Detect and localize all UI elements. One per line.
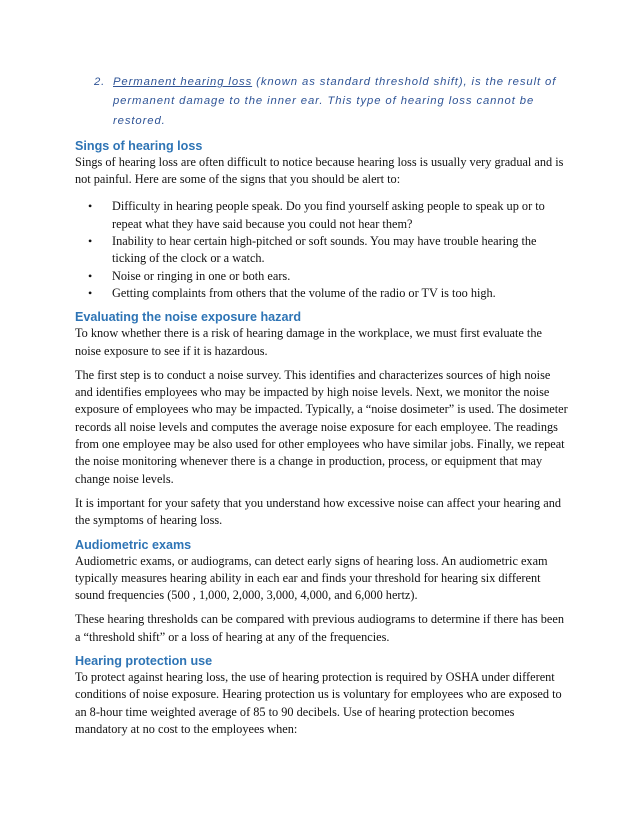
list-item-rest-text: (known as standard threshold shift), is the result of permanent damage to the inner ear. This type of hearing loss cannot be restored. bbox=[113, 76, 557, 127]
numbered-list-item bbox=[94, 73, 569, 131]
list-item bbox=[88, 268, 569, 285]
bullet-text: Noise or ringing in one or both ears. bbox=[112, 268, 291, 283]
list-item bbox=[88, 198, 569, 233]
bullet-text: Inability to hear certain high-pitched or soft sounds. You may have trouble hearing the ticking of the clock or a watch. bbox=[112, 234, 537, 266]
bullet-icon: • bbox=[88, 199, 93, 214]
audiometric-paragraph-2: These hearing thresholds can be compared with previous audiograms to determine if there has been a “threshold shift” or a loss of hearing at any of the frequencies. bbox=[75, 612, 564, 644]
list-number: 2. bbox=[94, 76, 106, 88]
protection-paragraph-1: To protect against hearing loss, the use of hearing protection is required by OSHA under different conditions of noise exposure. Hearing protection us is voluntary for employees who are exposed to an 8-hour time weighted average of 85 to 90 decibels. Use of hearing protection becomes mandatory at no cost to the employees when: bbox=[75, 670, 562, 736]
list-item bbox=[88, 285, 569, 302]
list-item-text bbox=[113, 73, 569, 131]
signs-bullet-list bbox=[75, 198, 569, 302]
bullet-icon: • bbox=[88, 234, 93, 249]
signs-intro-paragraph: Sings of hearing loss are often difficult to notice because hearing loss is usually very gradual and is not painful. Here are some of the signs that you should be alert to: bbox=[75, 154, 564, 187]
document-content bbox=[75, 73, 569, 745]
bullet-text: Difficulty in hearing people speak. Do you find yourself asking people to speak up or to repeat what they have said because you could not hear them? bbox=[112, 199, 545, 231]
evaluating-heading: Evaluating the noise exposure hazard bbox=[75, 310, 302, 325]
signs-heading: Sings of hearing loss bbox=[75, 138, 203, 153]
bullet-icon: • bbox=[88, 285, 93, 300]
audiometric-paragraph-1: Audiometric exams, or audiograms, can detect early signs of hearing loss. An audiometric exam typically measures hearing ability in each ear and finds your threshold for hearing six different sound frequencies (500 , 1,000, 2,000, 3,000, 4,000, and 6,000 hertz). bbox=[75, 553, 548, 603]
evaluating-paragraph-1: To know whether there is a risk of hearing damage in the workplace, we must first evaluate the noise exposure to see if it is hazardous. bbox=[75, 326, 542, 358]
protection-heading: Hearing protection use bbox=[75, 654, 213, 669]
evaluating-paragraph-2: The first step is to conduct a noise survey. This identifies and characterizes sources of high noise and identifies employees who may be impacted by high noise levels. Next, we monitor the noise exposure of employees who may be impacted. Typically, a “noise dosimeter” is used. The dosimeter records all noise levels and computes the average noise exposure for each employee. The readings from one employee may be also used for other employees who have similar jobs. Finally, we repeat the noise monitoring whenever there is a change in production, process, or equipment that may change noise levels. bbox=[75, 367, 568, 486]
permanent-hearing-loss-link[interactable]: Permanent hearing loss bbox=[113, 76, 253, 88]
list-item bbox=[88, 233, 569, 268]
bullet-icon: • bbox=[88, 268, 93, 283]
audiometric-heading: Audiometric exams bbox=[75, 537, 192, 552]
bullet-text: Getting complaints from others that the volume of the radio or TV is too high. bbox=[112, 285, 496, 300]
evaluating-paragraph-3: It is important for your safety that you understand how excessive noise can affect your hearing and the symptoms of hearing loss. bbox=[75, 495, 562, 528]
